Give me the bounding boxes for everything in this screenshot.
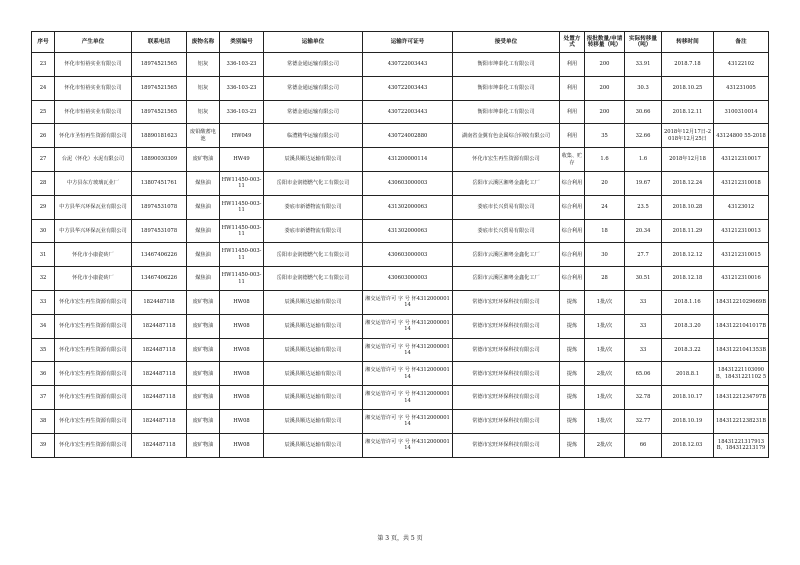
table-cell: 66 (625, 433, 662, 457)
table-cell: 衡阳市坤泰化工有限公司 (453, 100, 560, 124)
table-cell: 湘交运管许可 字 号 怀431200000114 (363, 386, 453, 410)
table-row (32, 386, 769, 410)
table-cell: 湖南省金翼有色金属综合回收有限公司 (453, 124, 560, 148)
table-cell: 怀化市宏生再生资源有限公司 (55, 409, 132, 433)
table-row (32, 171, 769, 195)
table-cell: 怀化市宏生再生资源有限公司 (55, 290, 132, 314)
table-cell: 2018.8.1 (662, 362, 714, 386)
table-cell: 18431221317913B、184312213179 (714, 433, 769, 457)
column-header: 运输单位 (264, 32, 363, 53)
table-cell: 1824487118 (132, 409, 187, 433)
table-cell: 18974531078 (132, 219, 187, 243)
table-cell: 2018.7.18 (662, 53, 714, 77)
table-cell: HW08 (220, 386, 264, 410)
table-cell: 28 (32, 171, 55, 195)
column-header: 实际转移量（吨） (625, 32, 662, 53)
table-cell: 2018.12.03 (662, 433, 714, 457)
table-cell: 23 (32, 53, 55, 77)
table-cell: 衡阳市坤泰化工有限公司 (453, 76, 560, 100)
table-cell: 废铅酸蓄电池 (187, 124, 220, 148)
table-cell: 常德市宏旺环保科技有限公司 (453, 409, 560, 433)
table-cell: 废矿物油 (187, 362, 220, 386)
column-header: 废物名称 (187, 32, 220, 53)
table-cell: 2018.12.24 (662, 171, 714, 195)
table-cell: 430603000003 (363, 243, 453, 267)
table-cell: 怀化市恒裕实业有限公司 (55, 76, 132, 100)
table-cell: 怀化市宏生再生资源有限公司 (55, 338, 132, 362)
table-cell: 收集、贮存 (560, 148, 585, 172)
table-cell: 常德市宏旺环保科技有限公司 (453, 290, 560, 314)
table-cell: 中方县华兴环保瓦业有限公司 (55, 219, 132, 243)
table-cell: 提炼 (560, 386, 585, 410)
table-cell: 2018.10.28 (662, 195, 714, 219)
table-cell: 煤焦油 (187, 195, 220, 219)
table-cell: 湘交运管许可 字 号 怀431200000114 (363, 362, 453, 386)
table-cell: 30.3 (625, 76, 662, 100)
table-cell: 岳阳市云溪区湘粤金鑫化工厂 (453, 243, 560, 267)
table-cell: 湘交运管许可 字 号 怀431200000114 (363, 314, 453, 338)
table-cell: 20.34 (625, 219, 662, 243)
table-cell: 辰溪县顺达运输有限公司 (264, 290, 363, 314)
table-cell: 37 (32, 386, 55, 410)
table-cell: 18244871l8 (132, 290, 187, 314)
table-row (32, 409, 769, 433)
table-cell: 18974521565 (132, 53, 187, 77)
table-cell: 1824487118 (132, 362, 187, 386)
table-cell: HW11450-003-11 (220, 243, 264, 267)
table-cell: 18974521565 (132, 76, 187, 100)
table-row (32, 124, 769, 148)
table-cell: 431212310016 (714, 267, 769, 291)
table-cell: 综合利用 (560, 195, 585, 219)
table-cell: 废矿物油 (187, 290, 220, 314)
table-cell: 1批/次 (585, 314, 625, 338)
table-cell: 铝灰 (187, 100, 220, 124)
table-cell: 2018.1.16 (662, 290, 714, 314)
table-cell: 岳阳市金润德燃气化工有限公司 (264, 171, 363, 195)
table-cell: 2批/次 (585, 362, 625, 386)
table-cell: 岳阳市云溪区湘粤金鑫化工厂 (453, 171, 560, 195)
table-cell: 430722003443 (363, 100, 453, 124)
table-cell: 怀化市恒裕实业有限公司 (55, 100, 132, 124)
table-cell: 2018.10.25 (662, 76, 714, 100)
column-header: 类别编号 (220, 32, 264, 53)
table-cell: 1824487118 (132, 314, 187, 338)
table-cell: 1824487118 (132, 338, 187, 362)
table-cell: 430722003443 (363, 76, 453, 100)
table-cell: 常德市宏旺环保科技有限公司 (453, 362, 560, 386)
table-cell: 废矿物油 (187, 314, 220, 338)
table-cell: 2018.11.29 (662, 219, 714, 243)
table-cell: 33.91 (625, 53, 662, 77)
table-cell: HW11450-003-11 (220, 195, 264, 219)
table-cell: 综合利用 (560, 243, 585, 267)
table-cell: 煤焦油 (187, 219, 220, 243)
table-cell: 常德市宏旺环保科技有限公司 (453, 338, 560, 362)
table-cell: 38 (32, 409, 55, 433)
table-cell: 怀化市宏生再生资源有限公司 (55, 362, 132, 386)
table-cell: 2018.10.17 (662, 386, 714, 410)
table-cell: 26 (32, 124, 55, 148)
table-cell: 2018.10.19 (662, 409, 714, 433)
table-cell: 湘交运管许可 字 号 怀431200000114 (363, 409, 453, 433)
table-cell: 怀化市宏生再生资源有限公司 (453, 148, 560, 172)
table-cell: 200 (585, 76, 625, 100)
table-cell: 怀化市宏生再生资源有限公司 (55, 314, 132, 338)
table-cell: 煤焦油 (187, 243, 220, 267)
table-cell: 32.66 (625, 124, 662, 148)
table-cell: 废矿物油 (187, 386, 220, 410)
table-cell: 336-103-23 (220, 76, 264, 100)
table-cell: 衡阳市坤泰化工有限公司 (453, 53, 560, 77)
table-cell: 23.5 (625, 195, 662, 219)
table-cell: HW08 (220, 409, 264, 433)
table-cell: 43123012 (714, 195, 769, 219)
table-cell: 18974521565 (132, 100, 187, 124)
table-cell: 336-103-23 (220, 100, 264, 124)
table-cell: 废矿物油 (187, 409, 220, 433)
column-header: 产生单位 (55, 32, 132, 53)
table-row (32, 100, 769, 124)
column-header: 报批数量/申请转移量（吨） (585, 32, 625, 53)
table-cell: 综合利用 (560, 267, 585, 291)
table-cell: 27.7 (625, 243, 662, 267)
table-cell: 25 (32, 100, 55, 124)
table-cell: 336-103-23 (220, 53, 264, 77)
table-cell: 娄底市新德物流有限公司 (264, 195, 363, 219)
table-cell: 18890030309 (132, 148, 187, 172)
table-cell: 431212310013 (714, 219, 769, 243)
table-cell: 常德金通运输有限公司 (264, 76, 363, 100)
column-header: 转移时间 (662, 32, 714, 53)
table-cell: 湘交运管许可 字 号 怀431200000114 (363, 433, 453, 457)
table-cell: 煤焦油 (187, 267, 220, 291)
table-cell: 1.6 (585, 148, 625, 172)
table-cell: 18431221041353B (714, 338, 769, 362)
table-cell: 200 (585, 53, 625, 77)
table-cell: 31 (32, 243, 55, 267)
table-row (32, 148, 769, 172)
table-cell: 娄底市新德物流有限公司 (264, 219, 363, 243)
table-cell: 中方县东方玻璃瓦业厂 (55, 171, 132, 195)
table-cell: 39 (32, 433, 55, 457)
table-cell: 废矿物油 (187, 148, 220, 172)
table-cell: 30 (32, 219, 55, 243)
table-cell: 利用 (560, 100, 585, 124)
table-cell: 28 (585, 267, 625, 291)
table-cell: HW49 (220, 148, 264, 172)
table-cell: 33 (32, 290, 55, 314)
table-cell: 200 (585, 100, 625, 124)
table-cell: 431212310017 (714, 148, 769, 172)
table-cell: 43122102 (714, 53, 769, 77)
table-row (32, 53, 769, 77)
table-cell: 13467406226 (132, 267, 187, 291)
table-cell: 提炼 (560, 362, 585, 386)
table-cell: 18431221041017B (714, 314, 769, 338)
table-cell: 2018.3.22 (662, 338, 714, 362)
table-cell: HW08 (220, 433, 264, 457)
table-header-row (32, 32, 769, 53)
table-cell: 台泥（怀化）水泥有限公司 (55, 148, 132, 172)
table-cell: 1批/次 (585, 338, 625, 362)
table-cell: 431212310015 (714, 243, 769, 267)
table-cell: 24 (585, 195, 625, 219)
table-cell: 18974531078 (132, 195, 187, 219)
table-cell: 35 (585, 124, 625, 148)
table-cell: 3100310014 (714, 100, 769, 124)
table-cell: 29 (32, 195, 55, 219)
table-cell: 怀化市恒裕实业有限公司 (55, 53, 132, 77)
column-header: 联系电话 (132, 32, 187, 53)
table-cell: 煤焦油 (187, 171, 220, 195)
table-cell: 岳阳市云溪区湘粤金鑫化工厂 (453, 267, 560, 291)
table-row (32, 243, 769, 267)
table-cell: 24 (32, 76, 55, 100)
table-cell: 30.66 (625, 100, 662, 124)
table-cell: 2018.3.20 (662, 314, 714, 338)
table-cell: 2018.12.11 (662, 100, 714, 124)
table-cell: 18431221238231B (714, 409, 769, 433)
table-cell: 怀化市宏生再生资源有限公司 (55, 386, 132, 410)
table-cell: 岳阳市金润德燃气化工有限公司 (264, 243, 363, 267)
table-cell: 利用 (560, 124, 585, 148)
table-cell: 废矿物油 (187, 338, 220, 362)
table-cell: 综合利用 (560, 171, 585, 195)
table-cell: 综合利用 (560, 219, 585, 243)
table-cell: 34 (32, 314, 55, 338)
table-row (32, 362, 769, 386)
table-cell: 1824487118 (132, 386, 187, 410)
table-cell: 废矿物油 (187, 433, 220, 457)
table-cell: 怀化市圣恒再生资源有限公司 (55, 124, 132, 148)
table-cell: 2018.12.18 (662, 267, 714, 291)
table-cell: 提炼 (560, 290, 585, 314)
table-body (32, 53, 769, 458)
table-cell: HW049 (220, 124, 264, 148)
table-cell: 430603000003 (363, 267, 453, 291)
table-cell: HW11450-003-11 (220, 219, 264, 243)
table-cell: 430724002880 (363, 124, 453, 148)
table-row (32, 290, 769, 314)
table-row (32, 219, 769, 243)
table-cell: 岳阳市金润德燃气化工有限公司 (264, 267, 363, 291)
table-cell: HW08 (220, 362, 264, 386)
table-cell: 1824487118 (132, 433, 187, 457)
table-cell: 18431221103090B、18431221102 5 (714, 362, 769, 386)
table-cell: 33 (625, 290, 662, 314)
table-cell: 32.78 (625, 386, 662, 410)
table-cell: 18890181623 (132, 124, 187, 148)
table-cell: 辰溪县顺达运输有限公司 (264, 433, 363, 457)
column-header: 运输许可证号 (363, 32, 453, 53)
table-cell: 27 (32, 148, 55, 172)
table-cell: 辰溪县顺达运输有限公司 (264, 362, 363, 386)
table-cell: 湘交运管许可 字 号 怀431200000114 (363, 290, 453, 314)
column-header: 处置方式 (560, 32, 585, 53)
table-cell: 2018年12月18 (662, 148, 714, 172)
table-cell: 431302000063 (363, 195, 453, 219)
table-cell: 431200000114 (363, 148, 453, 172)
table-cell: HW11450-003-11 (220, 171, 264, 195)
table-cell: 30.51 (625, 267, 662, 291)
table-cell: HW08 (220, 338, 264, 362)
table-cell: 利用 (560, 76, 585, 100)
table-cell: 怀化市宏生再生资源有限公司 (55, 433, 132, 457)
table-cell: 33 (625, 314, 662, 338)
column-header: 接受单位 (453, 32, 560, 53)
table-cell: 1批/次 (585, 386, 625, 410)
table-cell: 娄底市长兴贸易有限公司 (453, 219, 560, 243)
table-cell: 19.67 (625, 171, 662, 195)
table-cell: 常德市宏旺环保科技有限公司 (453, 433, 560, 457)
table-cell: HW08 (220, 290, 264, 314)
table-cell: 431302000063 (363, 219, 453, 243)
table-row (32, 433, 769, 457)
table-cell: 辰溪县顺达运输有限公司 (264, 314, 363, 338)
table-cell: 30 (585, 243, 625, 267)
table-cell: 常德金通运输有限公司 (264, 53, 363, 77)
table-cell: 辰溪县顺达运输有限公司 (264, 338, 363, 362)
table-cell: 辰溪县顺达运输有限公司 (264, 386, 363, 410)
page-footer: 第 3 页，共 5 页 (377, 535, 423, 542)
table-cell: 铝灰 (187, 76, 220, 100)
table-cell: 怀化市小康瓷砖厂 (55, 243, 132, 267)
table-cell: 32.77 (625, 409, 662, 433)
table-cell: 临澧精华运输有限公司 (264, 124, 363, 148)
table-cell: 常德市宏旺环保科技有限公司 (453, 386, 560, 410)
table-cell: 431231005 (714, 76, 769, 100)
table-cell: 辰溪县顺达运输有限公司 (264, 148, 363, 172)
table-row (32, 338, 769, 362)
table-cell: 430603000003 (363, 171, 453, 195)
table-cell: 65.06 (625, 362, 662, 386)
column-header: 备注 (714, 32, 769, 53)
table-cell: 辰溪县顺达运输有限公司 (264, 409, 363, 433)
table-cell: 1批/次 (585, 290, 625, 314)
table-cell: 提炼 (560, 338, 585, 362)
table-row (32, 195, 769, 219)
table-cell: 怀化市小康瓷砖厂 (55, 267, 132, 291)
table-cell: 36 (32, 362, 55, 386)
table-cell: 13807451761 (132, 171, 187, 195)
table-cell: 1批/次 (585, 409, 625, 433)
table-cell: 43124800 55-2018 (714, 124, 769, 148)
table-cell: 35 (32, 338, 55, 362)
table-cell: 提炼 (560, 433, 585, 457)
table-cell: 33 (625, 338, 662, 362)
table-cell: HW11450-003-11 (220, 267, 264, 291)
table-cell: 常德市宏旺环保科技有限公司 (453, 314, 560, 338)
table-cell: 提炼 (560, 314, 585, 338)
table-cell: 2批/次 (585, 433, 625, 457)
table-cell: 2018.12.12 (662, 243, 714, 267)
table-cell: 430722003443 (363, 53, 453, 77)
table-cell: 18431221029669B (714, 290, 769, 314)
table-row (32, 314, 769, 338)
table-cell: 18 (585, 219, 625, 243)
table-row (32, 76, 769, 100)
table-cell: 常德金通运输有限公司 (264, 100, 363, 124)
table-cell: 中方县华兴环保瓦业有限公司 (55, 195, 132, 219)
waste-transfer-table (31, 31, 769, 458)
table-cell: 18431221234797B (714, 386, 769, 410)
table-cell: 1.6 (625, 148, 662, 172)
table-cell: 2018年12月17日-2018年12月25日 (662, 124, 714, 148)
table-cell: 20 (585, 171, 625, 195)
table-cell: 湘交运管许可 字 号 怀431200000114 (363, 338, 453, 362)
table-cell: 提炼 (560, 409, 585, 433)
table-cell: 铝灰 (187, 53, 220, 77)
column-header: 序号 (32, 32, 55, 53)
table-cell: 431212310018 (714, 171, 769, 195)
table-row (32, 267, 769, 291)
table-cell: 利用 (560, 53, 585, 77)
table-cell: 娄底市长兴贸易有限公司 (453, 195, 560, 219)
table-cell: HW08 (220, 314, 264, 338)
table-cell: 13467406226 (132, 243, 187, 267)
table-cell: 32 (32, 267, 55, 291)
